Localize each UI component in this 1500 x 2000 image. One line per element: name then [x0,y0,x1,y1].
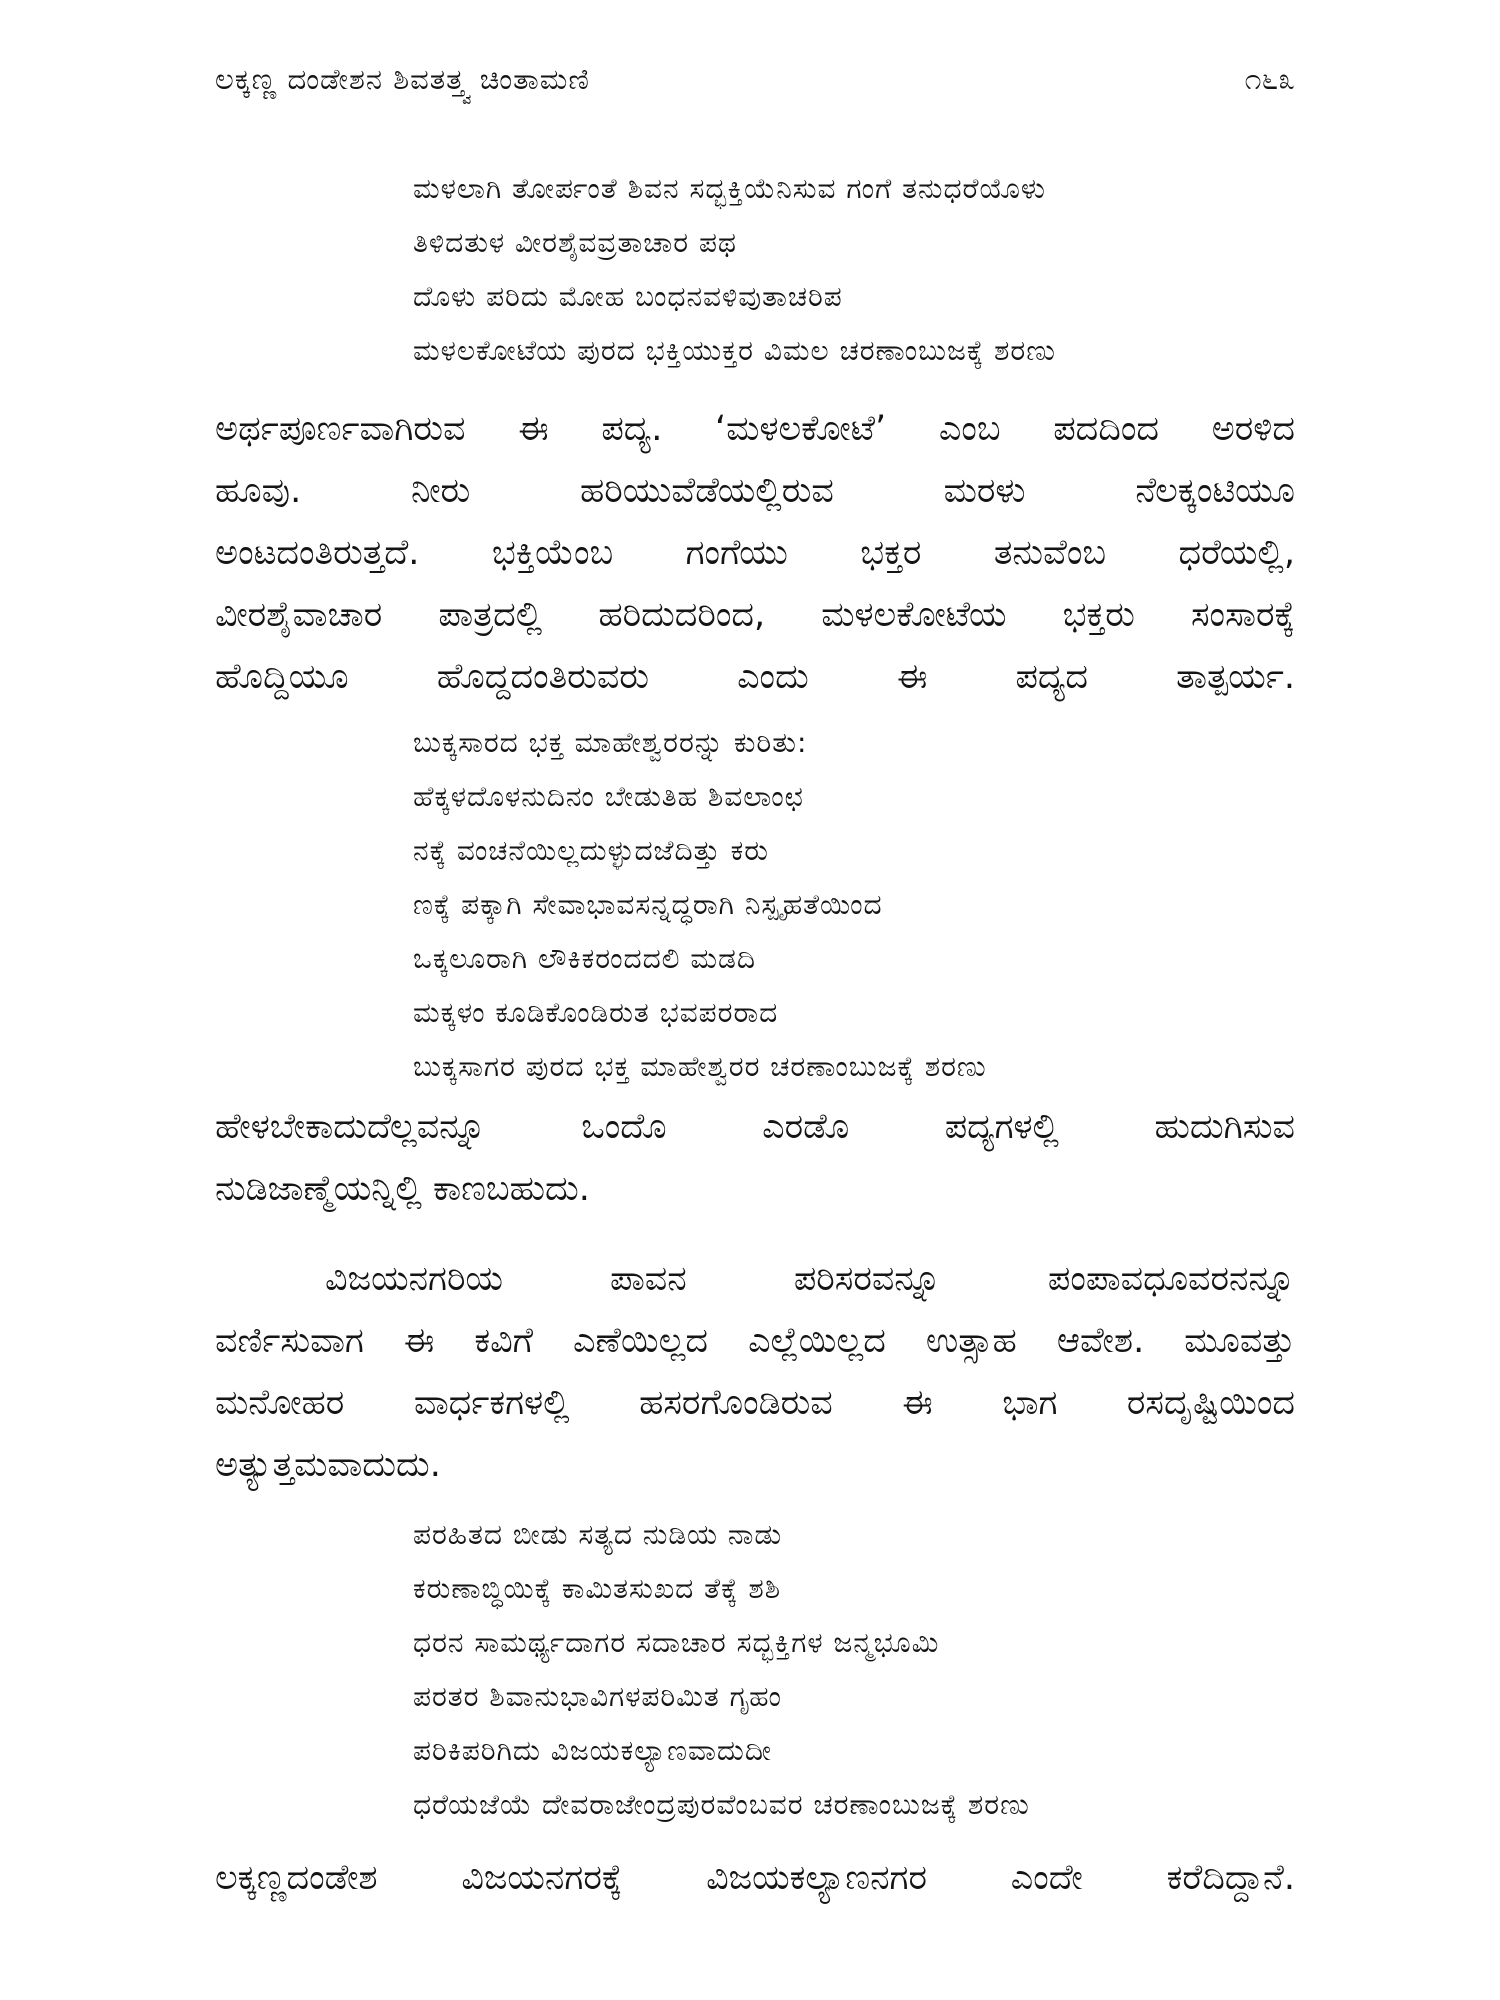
verse-line: ಪರಹಿತದ ಬೀಡು ಸತ್ಯದ ನುಡಿಯ ನಾಡು [413,1518,783,1551]
prose-paragraph-3 [215,1248,1295,1496]
verse-block-2 [413,716,1313,1094]
verse-line: ತಿಳಿದತುಳ ವೀರಶೈವವ್ರತಾಚಾರ ಪಥ [413,226,738,259]
verse-block-1 [413,162,1313,378]
prose-line: ಲಕ್ಕಣ್ಣದಂಡೇಶ ವಿಜಯನಗರಕ್ಕೆ ವಿಜಯಕಲ್ಯಾಣನಗರ ಎಂದೇ ಕರೆದಿದ್ದಾನೆ. [215,1858,1295,1898]
page-number: ೧೬೩ [1244,62,1295,97]
verse-line: ಕರುಣಾಬ್ಧಿಯಿಕ್ಕೆ ಕಾಮಿತಸುಖದ ತೆಕ್ಕೆ ಶಶಿ [413,1572,782,1605]
prose-line: ವೀರಶೈವಾಚಾರ ಪಾತ್ರದಲ್ಲಿ ಹರಿದುದರಿಂದ, ಮಳಲಕೋಟೆಯ ಭಕ್ತರು ಸಂಸಾರಕ್ಕೆ [215,595,1295,635]
prose-line: ಅರ್ಥಪೂರ್ಣವಾಗಿರುವ ಈ ಪದ್ಯ. ‘ಮಳಲಕೋಟೆ’ ಎಂಬ ಪದದಿಂದ ಅರಳಿದ [215,409,1295,449]
prose-line: ಹೂವು. ನೀರು ಹರಿಯುವೆಡೆಯಲ್ಲಿರುವ ಮರಳು ನೆಲಕ್ಕಂಟಿಯೂ [215,471,1295,511]
prose-paragraph-2 [215,1096,1295,1220]
prose-line: ಮನೋಹರ ವಾರ್ಧಕಗಳಲ್ಲಿ ಹಸರಗೊಂಡಿರುವ ಈ ಭಾಗ ರಸದೃಷ್ಟಿಯಿಂದ [215,1383,1295,1423]
verse-line: ಒಕ್ಕಲೂರಾಗಿ ಲೌಕಿಕರಂದದಲಿ ಮಡದಿ [413,942,756,975]
verse-line: ಬುಕ್ಕಸಾಗರ ಪುರದ ಭಕ್ತ ಮಾಹೇಶ್ವರರ ಚರಣಾಂಬುಜಕ್ಕೆ ಶರಣು [413,1050,987,1083]
prose-line: ಅತ್ಯುತ್ತಮವಾದುದು. [215,1445,441,1485]
verse-line: ಧರನ ಸಾಮರ್ಥ್ಯದಾಗರ ಸದಾಚಾರ ಸದ್ಭಕ್ತಿಗಳ ಜನ್ಮಭೂಮಿ [413,1626,940,1659]
verse-line: ಹೆಕ್ಕಳದೊಳನುದಿನಂ ಬೇಡುತಿಹ ಶಿವಲಾಂಛ [413,780,804,813]
prose-line: ವಿಜಯನಗರಿಯ ಪಾವನ ಪರಿಸರವನ್ನೂ ಪಂಪಾವಧೂವರನನ್ನೂ [325,1259,1295,1299]
verse-block-3 [413,1508,1313,1832]
verse-line: ಪರತರ ಶಿವಾನುಭಾವಿಗಳಪರಿಮಿತ ಗೃಹಂ [413,1680,782,1713]
running-title: ಲಕ್ಕಣ್ಣ ದಂಡೇಶನ ಶಿವತತ್ತ್ವ ಚಿಂತಾಮಣಿ [215,62,590,96]
verse-line: ನಕ್ಕೆ ವಂಚನೆಯಿಲ್ಲದುಳ್ಳುದಜೆದಿತ್ತು ಕರು [413,834,769,867]
prose-paragraph-1 [215,398,1295,708]
verse-line: ಧರೆಯಜೆಯೆ ದೇವರಾಜೇಂದ್ರಪುರವೆಂಬವರ ಚರಣಾಂಬುಜಕ್ಕೆ ಶರಣು [413,1788,1030,1821]
verse-line: ಪರಿಕಿಪರಿಗಿದು ವಿಜಯಕಲ್ಯಾಣವಾದುದೀ [413,1734,772,1767]
prose-line: ಹೊದ್ದಿಯೂ ಹೊದ್ದದಂತಿರುವರು ಎಂದು ಈ ಪದ್ಯದ ತಾತ್ಪರ್ಯ. [215,657,1295,697]
prose-line: ಹೇಳಬೇಕಾದುದೆಲ್ಲವನ್ನೂ ಒಂದೊ ಎರಡೊ ಪದ್ಯಗಳಲ್ಲಿ ಹುದುಗಿಸುವ [215,1107,1295,1147]
prose-line: ವರ್ಣಿಸುವಾಗ ಈ ಕವಿಗೆ ಎಣೆಯಿಲ್ಲದ ಎಲ್ಲೆಯಿಲ್ಲದ ಉತ್ಸಾಹ ಆವೇಶ. ಮೂವತ್ತು [215,1321,1295,1361]
prose-line: ನುಡಿಜಾಣ್ಮೆಯನ್ನಿಲ್ಲಿ ಕಾಣಬಹುದು. [215,1169,590,1209]
verse-line: ಮಳಲಕೋಟೆಯ ಪುರದ ಭಕ್ತಿಯುಕ್ತರ ವಿಮಲ ಚರಣಾಂಬುಜಕ್ಕೆ ಶರಣು [413,334,1056,367]
prose-line: ಅಂಟದಂತಿರುತ್ತದೆ. ಭಕ್ತಿಯೆಂಬ ಗಂಗೆಯು ಭಕ್ತರ ತನುವೆಂಬ ಧರೆಯಲ್ಲಿ, [215,533,1295,573]
verse-heading: ಬುಕ್ಕಸಾರದ ಭಕ್ತ ಮಾಹೇಶ್ವರರನ್ನು ಕುರಿತು: [413,726,808,759]
verse-line: ಮಳಲಾಗಿ ತೋರ್ಪಂತೆ ಶಿವನ ಸದ್ಭಕ್ತಿಯೆನಿಸುವ ಗಂಗೆ ತನುಧರೆಯೊಳು [413,172,1046,205]
verse-line: ಣಕ್ಕೆ ಪಕ್ಕಾಗಿ ಸೇವಾಭಾವಸನ್ನದ್ಧರಾಗಿ ನಿಸ್ಪೃಹತೆಯಿಂದ [413,888,883,921]
verse-line: ಮಕ್ಕಳಂ ಕೂಡಿಕೊಂಡಿರುತ ಭವಪರರಾದ [413,996,779,1029]
prose-paragraph-4 [215,1847,1295,1909]
verse-line: ದೊಳು ಪರಿದು ಮೋಹ ಬಂಧನವಳಿವುತಾಚರಿಪ [413,280,843,313]
running-header [215,62,1295,112]
